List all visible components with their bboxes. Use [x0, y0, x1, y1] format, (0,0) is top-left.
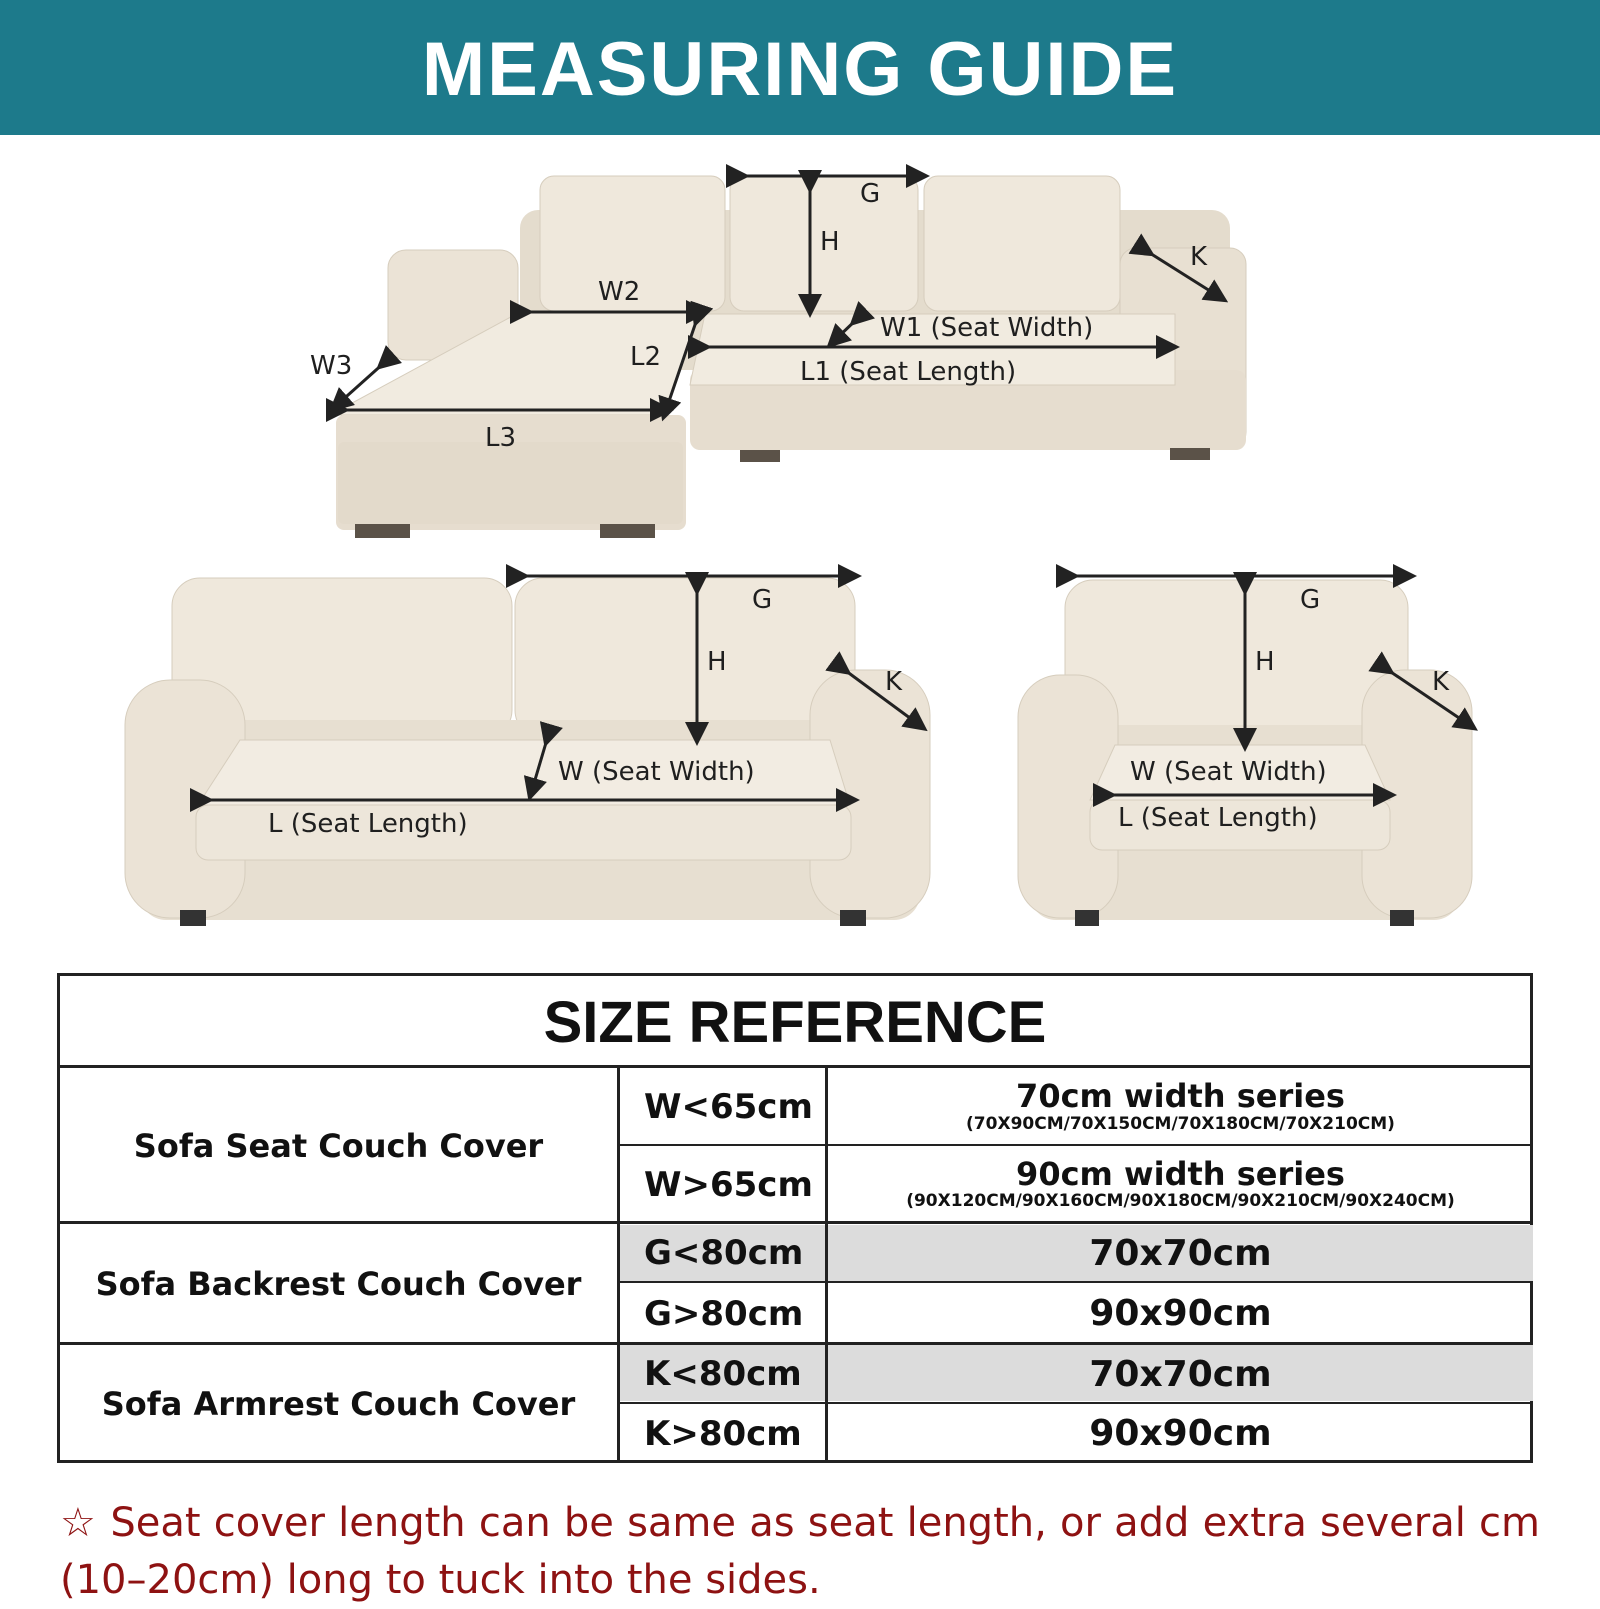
condition-cell: K>80cm [644, 1413, 802, 1454]
sectional-label-w3: W3 [310, 351, 353, 381]
sectional-label-k: K [1190, 242, 1208, 272]
table-divider [617, 1402, 1533, 1404]
category-seat: Sofa Seat Couch Cover [133, 1126, 544, 1165]
sectional-label-g: G [860, 179, 881, 209]
armchair-label-w: W (Seat Width) [1130, 757, 1327, 787]
condition-cell: W>65cm [644, 1164, 813, 1205]
series-title: 70cm width series [1016, 1077, 1345, 1116]
size-cell: 90x90cm [1089, 1293, 1272, 1334]
armchair-label-g: G [1300, 585, 1321, 615]
header-banner [0, 0, 1600, 135]
sectional-label-l3: L3 [485, 423, 517, 453]
sectional-label-w1: W1 (Seat Width) [880, 313, 1094, 343]
size-cell [828, 1146, 1533, 1223]
sectional-sofa [310, 176, 1246, 538]
seat-cover-note [60, 1495, 1540, 1609]
size-cell: 90x90cm [1089, 1413, 1272, 1454]
loveseat-label-g: G [752, 585, 773, 615]
condition-cell: G<80cm [644, 1233, 804, 1273]
loveseat-label-h: H [707, 647, 727, 677]
sectional-label-h: H [820, 227, 840, 257]
loveseat-sofa [125, 576, 930, 926]
series-detail: (70X90CM/70X150CM/70X180CM/70X210CM) [966, 1113, 1395, 1134]
loveseat-label-w: W (Seat Width) [558, 757, 755, 787]
star-icon: ☆ [60, 1500, 97, 1546]
size-cell: 70x70cm [1089, 1353, 1272, 1395]
condition-cell: G>80cm [644, 1293, 804, 1334]
loveseat-label-k: K [885, 667, 903, 697]
sectional-label-l2: L2 [630, 342, 662, 372]
condition-cell: W<65cm [644, 1087, 813, 1127]
sectional-label-l1: L1 (Seat Length) [800, 357, 1017, 387]
table-divider [617, 1144, 1533, 1146]
condition-cell: K<80cm [644, 1354, 802, 1394]
armchair-sofa [1018, 576, 1472, 926]
note-text: Seat cover length can be same as seat length, or add extra several cm (10–20cm) long to tuck into the sides. [60, 1500, 1540, 1603]
sectional-label-w2: W2 [598, 277, 641, 307]
armchair-label-h: H [1255, 647, 1275, 677]
table-divider [60, 1342, 1533, 1345]
series-detail: (90X120CM/90X160CM/90X180CM/90X210CM/90X240CM) [906, 1191, 1455, 1212]
series-title: 90cm width series [1016, 1154, 1345, 1193]
armchair-label-k: K [1432, 667, 1450, 697]
table-divider [60, 1221, 1533, 1224]
size-reference-title: SIZE REFERENCE [60, 976, 1530, 1068]
size-cell [828, 1068, 1533, 1146]
table-divider [617, 1281, 1533, 1283]
size-cell: 70x70cm [1089, 1232, 1272, 1274]
loveseat-label-l: L (Seat Length) [268, 809, 468, 839]
category-armrest: Sofa Armrest Couch Cover [101, 1384, 576, 1423]
sofa-illustrations [0, 140, 1600, 930]
page-title: MEASURING GUIDE [421, 27, 1179, 112]
armchair-label-l: L (Seat Length) [1118, 803, 1318, 833]
category-backrest: Sofa Backrest Couch Cover [95, 1264, 582, 1303]
size-reference-table [57, 973, 1533, 1463]
